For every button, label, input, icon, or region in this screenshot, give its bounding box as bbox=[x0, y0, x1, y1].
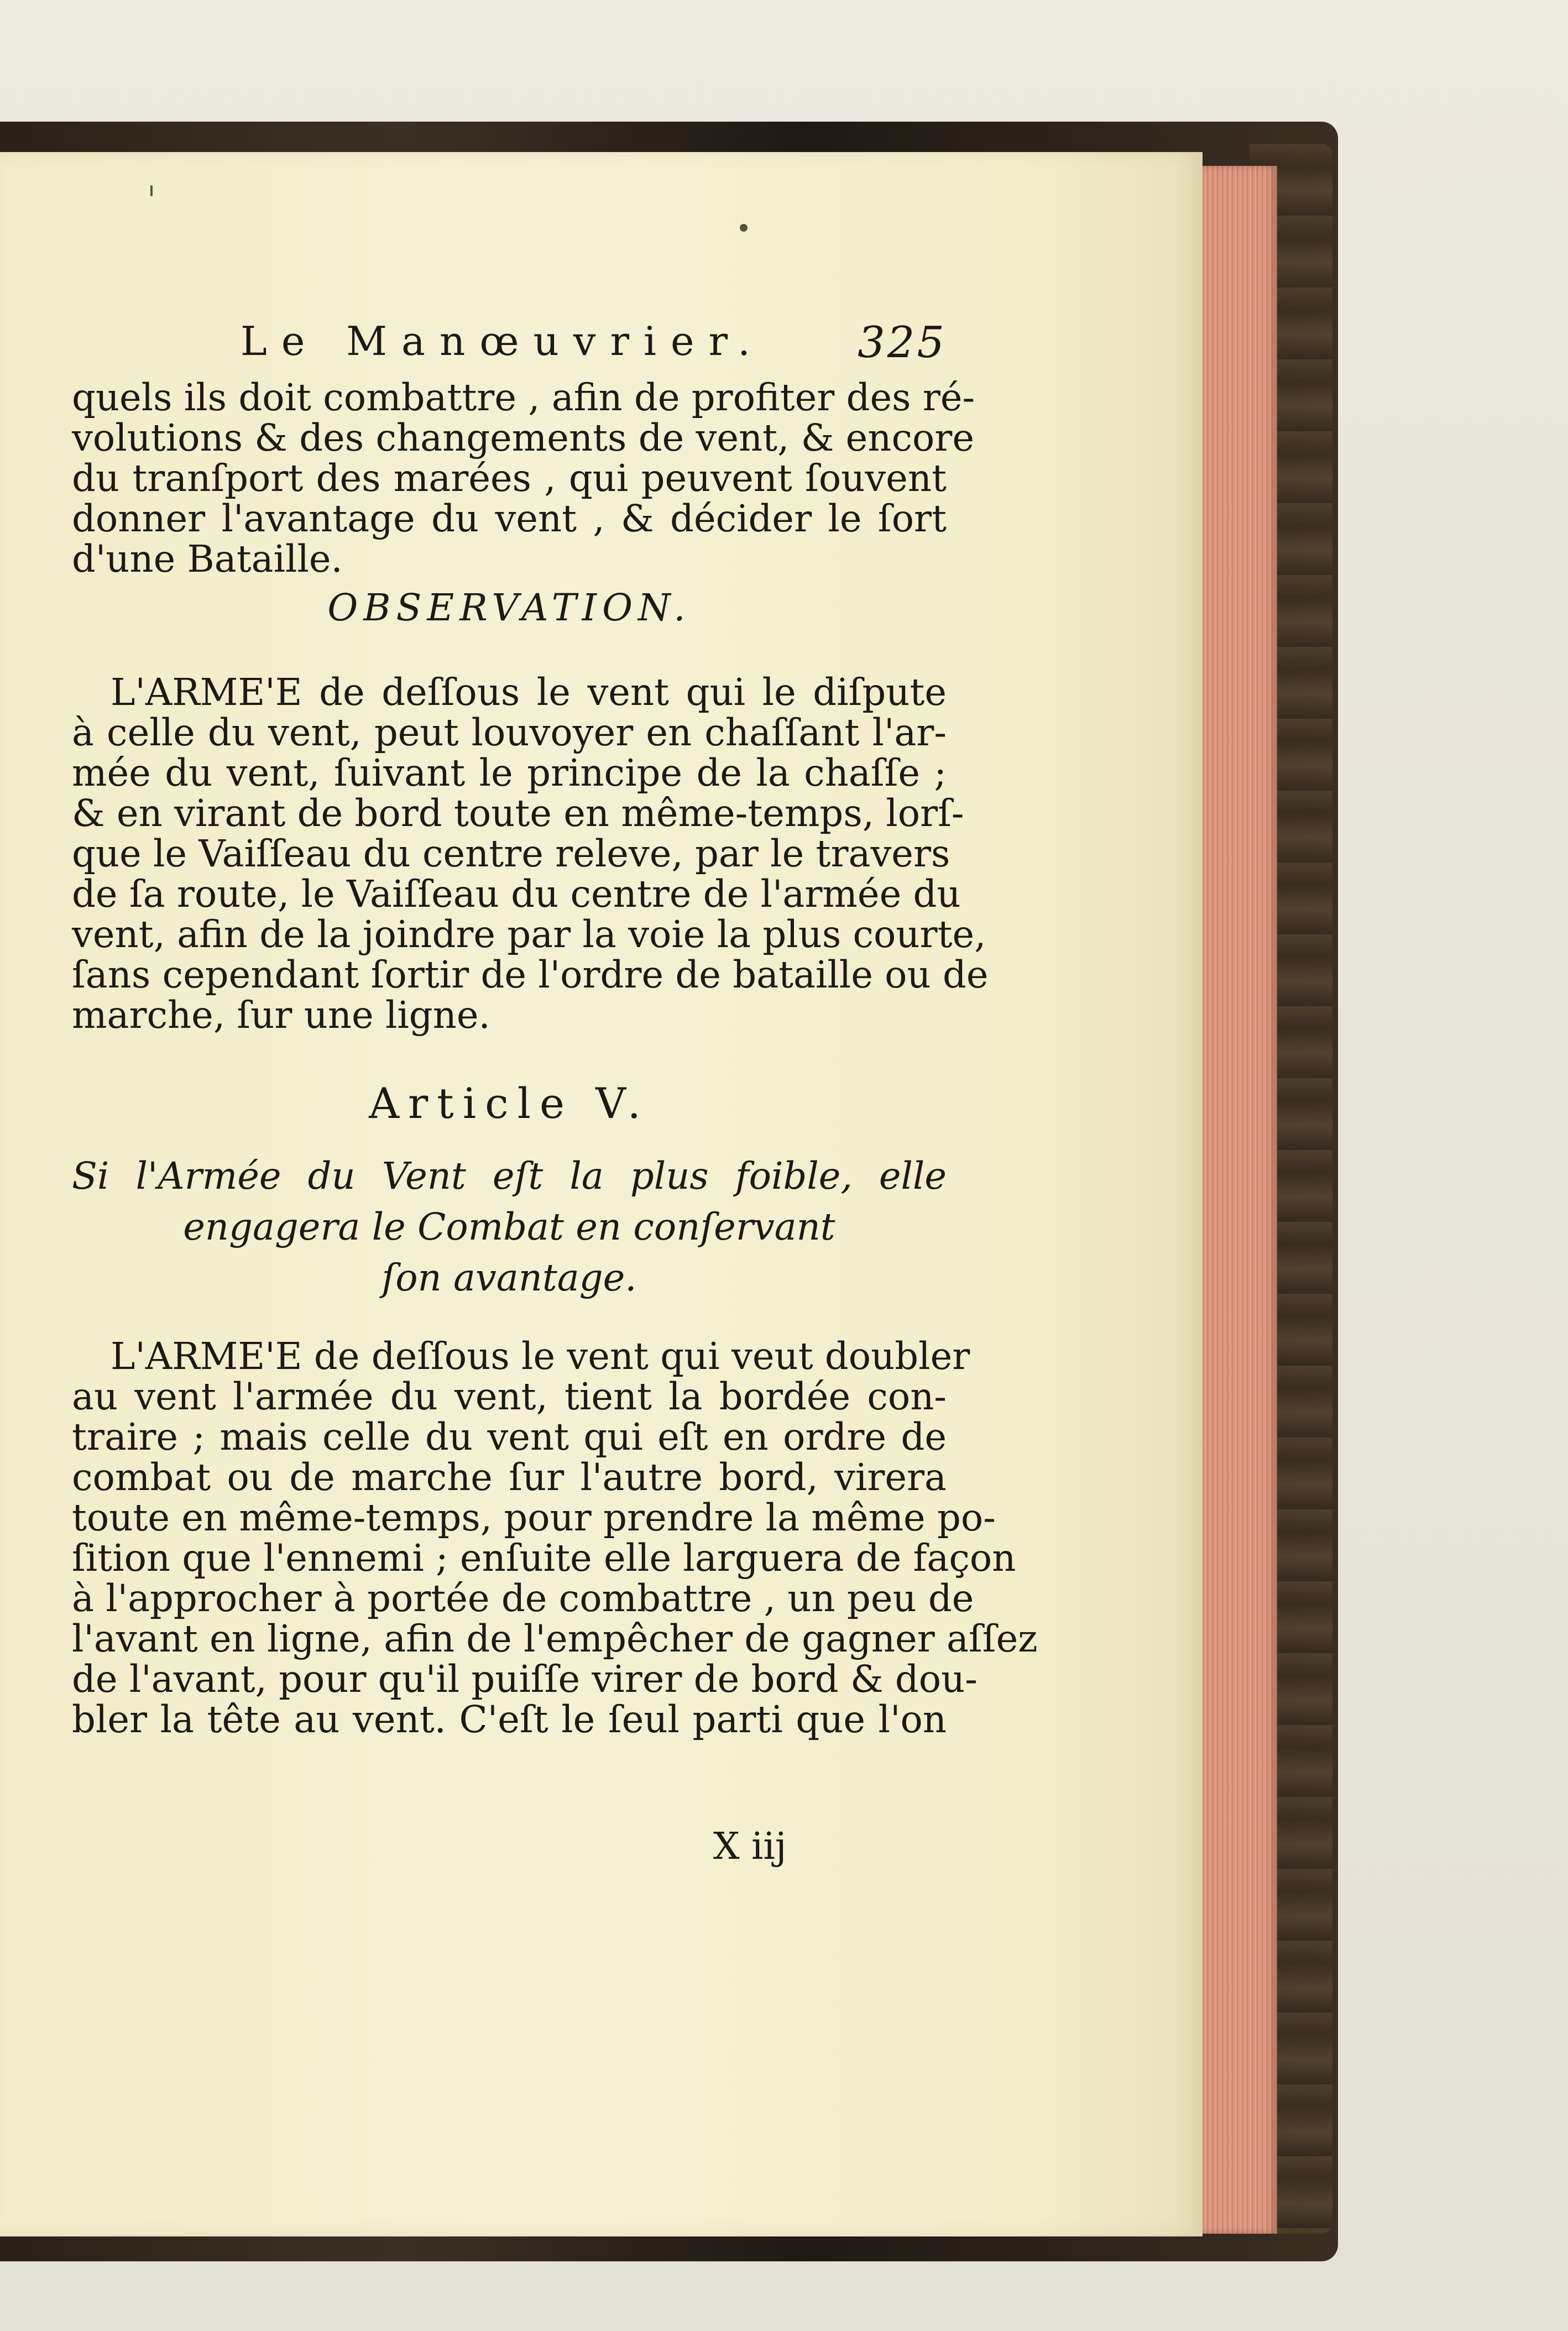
observation-paragraph bbox=[72, 671, 989, 1037]
text-line: de ſa route, le Vaiſſeau du centre de l'armée du bbox=[72, 872, 961, 916]
observation-heading: OBSERVATION. bbox=[327, 586, 691, 629]
text-line: L'ARME'E de deſſous le vent qui veut doubler bbox=[111, 1335, 970, 1378]
text-line: ſition que l'ennemi ; enſuite elle larguera de façon bbox=[72, 1536, 1016, 1580]
signature-mark: X iij bbox=[713, 1825, 787, 1868]
text-line: quels ils doit combattre , afin de profiter des ré- bbox=[72, 376, 975, 419]
running-head: Le Manœuvrier. bbox=[241, 318, 765, 364]
page-number: 325 bbox=[858, 318, 947, 368]
article-paragraph bbox=[72, 1335, 1038, 1741]
text-line: à l'approcher à portée de combattre , un peu de bbox=[72, 1577, 974, 1620]
paper-speck bbox=[150, 185, 153, 196]
text-line: ſans cependant ſortir de l'ordre de bataille ou de bbox=[72, 953, 989, 996]
text-line: au vent l'armée du vent, tient la bordée con- bbox=[72, 1375, 947, 1418]
text-line: à celle du vent, peut louvoyer en chaſſant l'ar- bbox=[72, 711, 947, 754]
subtitle-line: Si l'Armée du Vent eſt la plus foible, elle bbox=[72, 1154, 947, 1198]
text-line: l'avant en ligne, afin de l'empêcher de gagner aſſez bbox=[72, 1617, 1038, 1660]
text-line: mée du vent, ſuivant le principe de la chaſſe ; bbox=[72, 751, 947, 795]
subtitle-line: engagera le Combat en conſervant bbox=[183, 1205, 835, 1248]
text-line: L'ARME'E de deſſous le vent qui le diſpute bbox=[111, 671, 947, 714]
text-line: donner l'avantage du vent , & décider le ſort bbox=[72, 497, 947, 540]
text-line: que le Vaiſſeau du centre releve, par le travers bbox=[72, 832, 950, 875]
article-subtitle bbox=[72, 1151, 947, 1303]
text-line: vent, afin de la joindre par la voie la plus courte, bbox=[72, 913, 986, 956]
article-heading: Article V. bbox=[369, 1079, 650, 1128]
paragraph-continuation bbox=[72, 376, 975, 581]
text-line: bler la tête au vent. C'eſt le ſeul parti que l'on bbox=[72, 1698, 947, 1741]
page-header bbox=[72, 318, 947, 378]
paper-speck bbox=[740, 224, 748, 232]
text-line: traire ; mais celle du vent qui eſt en ordre de bbox=[72, 1415, 947, 1459]
text-line: & en virant de bord toute en même-temps, lorſ- bbox=[72, 792, 964, 835]
text-line: de l'avant, pour qu'il puiſſe virer de bord & dou- bbox=[72, 1658, 978, 1701]
text-line: d'une Bataille. bbox=[72, 537, 343, 581]
subtitle-line: ſon avantage. bbox=[381, 1256, 637, 1299]
text-line: toute en même-temps, pour prendre la même po- bbox=[72, 1496, 996, 1539]
page-edges bbox=[1194, 166, 1277, 2234]
text-line: marche, ſur une ligne. bbox=[72, 994, 490, 1037]
text-line: du tranſport des marées , qui peuvent ſouvent bbox=[72, 457, 947, 500]
text-line: combat ou de marche ſur l'autre bord, virera bbox=[72, 1456, 947, 1499]
page-text bbox=[72, 318, 1038, 1741]
text-line: volutions & des changements de vent, & encore bbox=[72, 416, 974, 459]
